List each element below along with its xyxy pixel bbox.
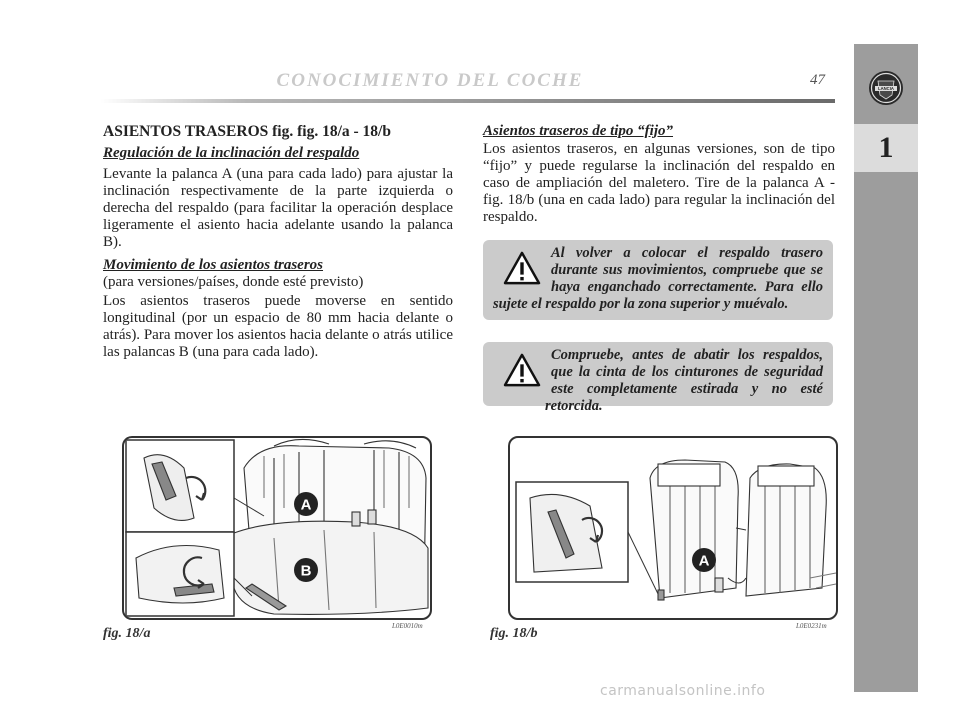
warning-text-belts: Compruebe, antes de abatir los respaldos, que la cinta de los cinturones de seguridad este completamente estirada y no esté retorcida. xyxy=(545,347,823,414)
paragraph-movement: Los asientos traseros puede moverse en sentido longitudinal (por un espacio de 80 mm hacia delante o atrás). Para mover los asientos hacia delante o atrás utilice las palancas B (una para cada lado). xyxy=(103,293,453,360)
warning-text-backrest: Al volver a colocar el respaldo trasero durante sus movimientos, compruebe que se haya enganchado correctamente. Para ello sujete el respaldo por la zona superior y muévalo. xyxy=(493,245,823,312)
lancia-logo-icon xyxy=(868,70,904,106)
page-number: 47 xyxy=(810,72,825,88)
header-rule xyxy=(100,99,835,103)
subheading-fixed-seats: Asientos traseros de tipo “fijo” xyxy=(483,123,674,139)
figure-18a-code: L0E0010m xyxy=(392,622,423,630)
callout-a xyxy=(294,492,318,516)
callout-a xyxy=(692,548,716,572)
running-header: CONOCIMIENTO DEL COCHE xyxy=(276,70,584,91)
subheading-movement: Movimiento de los asientos traseros xyxy=(103,257,324,273)
watermark: carmanualsonline.info xyxy=(600,683,766,699)
section-title: ASIENTOS TRASEROS fig. fig. 18/a - 18/b xyxy=(103,123,391,140)
svg-text:B: B xyxy=(300,562,312,580)
warning-box-backrest xyxy=(483,240,833,320)
paragraph-backrest: Levante la palanca A (una para cada lado) para ajustar la inclinación respectivamente de la parte izquierda o derecha del respaldo (para facilitar la operación desplace ligeramente el asiento hacia adelante usando la palanca B). xyxy=(103,166,453,250)
figure-18b xyxy=(508,436,838,620)
figure-18b-illustration xyxy=(510,438,836,618)
svg-text:LANCIA: LANCIA xyxy=(878,86,894,92)
svg-text:A: A xyxy=(698,552,710,570)
figure-18a-illustration xyxy=(124,438,430,618)
right-column xyxy=(483,123,835,232)
figure-18a xyxy=(122,436,432,620)
paragraph-fixed-seats: Los asientos traseros, en algunas versiones, son de tipo “fijo” y puede regularse la inclinación del respaldo en caso de ampliación del maletero. Tire de la palanca A - fig. 18/b (una en cada lado) para regular la inclinación del respaldo. xyxy=(483,141,835,225)
figure-18b-code: L0E0231m xyxy=(796,622,827,630)
chapter-number: 1 xyxy=(878,131,894,164)
left-column xyxy=(103,123,453,367)
warning-triangle-icon xyxy=(503,251,541,285)
subheading-backrest: Regulación de la inclinación del respaldo xyxy=(103,145,360,161)
warning-box-belts xyxy=(483,342,833,414)
figure-18b-caption: fig. 18/b xyxy=(490,626,538,641)
svg-text:A: A xyxy=(300,496,312,514)
figure-18a-caption: fig. 18/a xyxy=(103,626,151,641)
version-note: (para versiones/países, donde esté previsto) xyxy=(103,274,364,290)
callout-b xyxy=(294,558,318,582)
warning-triangle-icon xyxy=(503,353,541,387)
